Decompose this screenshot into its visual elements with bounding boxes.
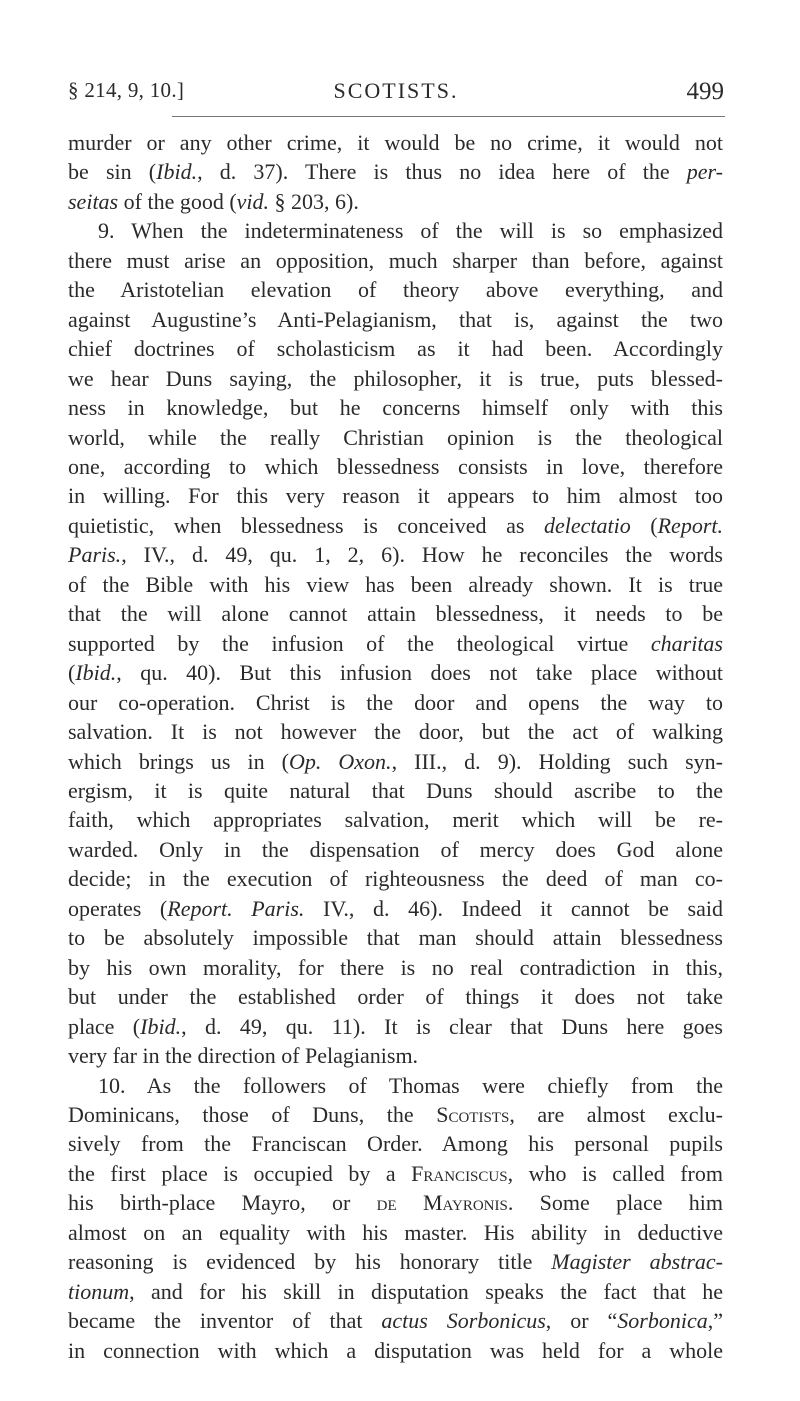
text-line bbox=[68, 776, 723, 805]
text-line bbox=[68, 305, 723, 334]
text-line bbox=[68, 629, 723, 658]
italic-text: Ibid. bbox=[156, 159, 198, 185]
text-run: chief doctrines of scholasticism as it had been. Accordingly bbox=[68, 336, 723, 362]
text-run: operates ( bbox=[68, 895, 168, 921]
text-line bbox=[68, 157, 723, 186]
text-line bbox=[68, 747, 723, 776]
text-line bbox=[68, 1188, 723, 1217]
italic-text: Op. Oxon. bbox=[288, 748, 392, 774]
text-run: . Some place him bbox=[507, 1190, 724, 1216]
text-run: almost on an equality with his master. His ability in deductive bbox=[68, 1219, 723, 1245]
text-line bbox=[68, 540, 723, 569]
text-run: to be absolutely impossible that man should attain blessedness bbox=[68, 925, 723, 951]
text-run: of the good ( bbox=[118, 188, 237, 214]
text-run: Dominicans, those of Duns, the bbox=[68, 1101, 437, 1127]
text-line bbox=[68, 246, 723, 275]
text-run: ,” bbox=[707, 1308, 723, 1334]
italic-text: vid. bbox=[236, 188, 270, 214]
text-run: his birth-place Mayro, or bbox=[68, 1190, 377, 1216]
text-run: warded. Only in the dispensation of mercy does God alone bbox=[68, 836, 723, 862]
text-run: we hear Duns saying, the philosopher, it is true, puts blessed- bbox=[68, 365, 723, 391]
italic-text: Sorbonica bbox=[617, 1308, 708, 1334]
text-run: , are almost exclu- bbox=[509, 1101, 723, 1127]
text-line bbox=[68, 835, 723, 864]
text-run: in willing. For this very reason it appears to him almost too bbox=[68, 483, 723, 509]
text-run: murder or any other crime, it would be no crime, it would not bbox=[68, 130, 723, 155]
text-run: decide; in the execution of righteousness the deed of man co- bbox=[68, 866, 723, 892]
italic-text: delectatio bbox=[543, 512, 631, 538]
text-line bbox=[68, 128, 723, 157]
text-run: , qu. 40). But this infusion does not take place without bbox=[116, 660, 723, 686]
text-run: became the inventor of that bbox=[68, 1308, 382, 1334]
text-line bbox=[68, 1306, 723, 1335]
italic-text: Magister abstrac- bbox=[551, 1249, 724, 1275]
text-run: world, while the really Christian opinion is the theological bbox=[68, 424, 723, 450]
text-run: quietistic, when blessedness is conceived as bbox=[68, 512, 544, 538]
text-line bbox=[68, 423, 723, 452]
text-run: but under the established order of things it does not take bbox=[68, 984, 723, 1010]
text-run: that the will alone cannot attain blessedness, it needs to be bbox=[68, 601, 723, 627]
text-run: reasoning is evidenced by his honorary title bbox=[68, 1249, 552, 1275]
text-run: , IV., d. 49, qu. 1, 2, 6). How he reconciles the words bbox=[121, 542, 723, 568]
text-run: be sin ( bbox=[68, 159, 157, 185]
text-line bbox=[68, 1100, 723, 1129]
text-line bbox=[68, 688, 723, 717]
text-run: ( bbox=[68, 660, 76, 686]
text-line bbox=[68, 334, 723, 363]
text-run: salvation. It is not however the door, but the act of walking bbox=[68, 719, 723, 745]
text-line bbox=[68, 364, 723, 393]
running-header bbox=[68, 78, 724, 112]
text-line bbox=[68, 1336, 723, 1365]
text-line bbox=[68, 275, 723, 304]
text-line bbox=[68, 216, 723, 245]
text-line bbox=[68, 599, 723, 628]
text-run: § 203, 6). bbox=[269, 188, 359, 214]
text-run: very far in the direction of Pelagianism. bbox=[68, 1043, 419, 1069]
text-line bbox=[68, 1159, 723, 1188]
text-line bbox=[68, 1041, 723, 1070]
text-line bbox=[68, 894, 723, 923]
text-line bbox=[68, 982, 723, 1011]
italic-text: Ibid. bbox=[75, 660, 117, 686]
text-run: place ( bbox=[68, 1013, 141, 1039]
text-run: , or “ bbox=[545, 1308, 618, 1334]
text-run: 10. As the followers of Thomas were chiefly from the bbox=[98, 1072, 723, 1098]
text-line bbox=[68, 452, 723, 481]
italic-text: tionum bbox=[68, 1278, 130, 1304]
text-run: , and for his skill in disputation speaks the fact that he bbox=[129, 1278, 723, 1304]
text-run: the Aristotelian elevation of theory above everything, and bbox=[68, 277, 723, 303]
text-line bbox=[68, 570, 723, 599]
small-caps-text: Franciscus bbox=[411, 1160, 508, 1186]
text-run: faith, which appropriates salvation, merit which will be re- bbox=[68, 807, 723, 833]
text-line bbox=[68, 864, 723, 893]
text-run: one, according to which blessedness consists in love, therefore bbox=[68, 453, 723, 479]
italic-text: seitas bbox=[68, 188, 119, 214]
text-run: ( bbox=[630, 512, 658, 538]
text-run: sively from the Franciscan Order. Among his personal pupils bbox=[68, 1131, 723, 1157]
italic-text: Ibid. bbox=[140, 1013, 182, 1039]
body-text bbox=[68, 128, 723, 1365]
text-run: , d. 49, qu. 11). It is clear that Duns here goes bbox=[181, 1013, 723, 1039]
small-caps-text: de Mayronis bbox=[376, 1190, 508, 1216]
italic-text: actus Sorbonicus bbox=[381, 1308, 546, 1334]
italic-text: Report. Paris. bbox=[167, 895, 305, 921]
small-caps-text: Scotists bbox=[436, 1101, 510, 1127]
italic-text: charitas bbox=[650, 630, 723, 656]
text-line bbox=[68, 187, 723, 216]
section-reference: § 214, 9, 10.] bbox=[68, 78, 185, 102]
text-line bbox=[68, 805, 723, 834]
text-run: against Augustine’s Anti-Pelagianism, that is, against the two bbox=[68, 306, 723, 332]
text-line bbox=[68, 1277, 723, 1306]
text-line bbox=[68, 1129, 723, 1158]
italic-text: Paris. bbox=[68, 542, 122, 568]
text-run: ergism, it is quite natural that Duns should ascribe to the bbox=[68, 777, 723, 803]
text-run: of the Bible with his view has been already shown. It is true bbox=[68, 571, 723, 597]
text-line bbox=[68, 1012, 723, 1041]
page-number: 499 bbox=[686, 78, 724, 105]
text-run: supported by the infusion of the theological virtue bbox=[68, 630, 651, 656]
text-line bbox=[68, 481, 723, 510]
italic-text: Report. bbox=[657, 512, 723, 538]
header-rule bbox=[172, 116, 725, 117]
text-run: , III., d. 9). Holding such syn- bbox=[391, 748, 723, 774]
text-run: ness in knowledge, but he concerns himself only with this bbox=[68, 395, 723, 421]
text-line bbox=[68, 953, 723, 982]
text-run: by his own morality, for there is no real contradiction in this, bbox=[68, 954, 723, 980]
text-run: our co-operation. Christ is the door and opens the way to bbox=[68, 689, 723, 715]
text-line bbox=[68, 511, 723, 540]
text-run: which brings us in ( bbox=[68, 748, 289, 774]
text-run: 9. When the indeterminateness of the will is so emphasized bbox=[98, 218, 723, 244]
text-run: the first place is occupied by a bbox=[68, 1160, 412, 1186]
text-run: , who is called from bbox=[507, 1160, 723, 1186]
running-title: SCOTISTS. bbox=[333, 78, 459, 103]
text-run: IV., d. 46). Indeed it cannot be said bbox=[304, 895, 723, 921]
text-line bbox=[68, 1218, 723, 1247]
text-line bbox=[68, 717, 723, 746]
text-line bbox=[68, 658, 723, 687]
text-line bbox=[68, 923, 723, 952]
text-line bbox=[68, 1071, 723, 1100]
text-line bbox=[68, 1247, 723, 1276]
text-run: in connection with which a disputation was held for a whole bbox=[68, 1337, 723, 1363]
text-run: there must arise an opposition, much sharper than before, against bbox=[68, 247, 723, 273]
text-line bbox=[68, 393, 723, 422]
text-run: , d. 37). There is thus no idea here of the bbox=[197, 159, 687, 185]
italic-text: per- bbox=[686, 159, 723, 185]
